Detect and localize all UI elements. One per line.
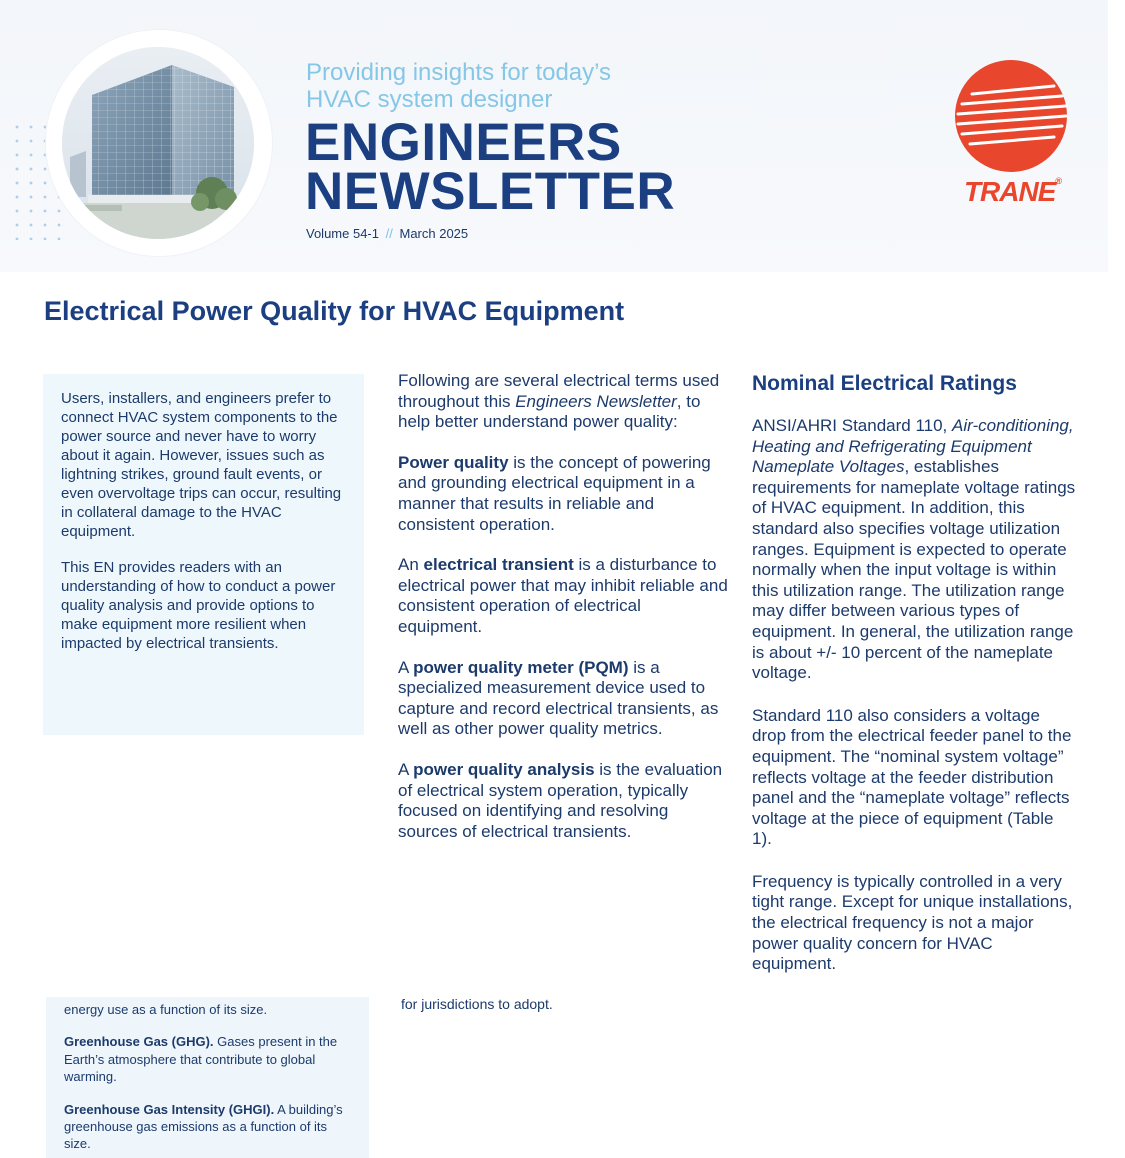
glossary-definition: Gases present in the Earth’s atmosphere that contribute to global warming.	[64, 1034, 338, 1085]
sidebar-paragraph-2: This EN provides readers with an understanding of how to conduct a power quality analysis and provide options to make equipment more resilient when impacted by electrical transients.	[61, 559, 336, 652]
tagline-line-2: HVAC system designer	[306, 86, 553, 113]
term-power-quality-meter	[398, 658, 728, 740]
term-electrical-transient	[398, 555, 728, 637]
glossary-continuation: energy use as a function of its size.	[64, 1002, 268, 1017]
registered-mark: ®	[1055, 176, 1063, 186]
masthead-line-2: NEWSLETTER	[305, 162, 676, 221]
terms-column	[398, 371, 728, 862]
term-definition: is a specialized measurement device used to capture and record electrical transients, as well as other power quality metrics.	[398, 657, 719, 739]
term-name: power quality meter (PQM)	[413, 657, 629, 677]
building-illustration	[62, 47, 254, 239]
paragraph-text-end: , establishes requirements for nameplate voltage ratings of HVAC equipment. In addition, this standard also specifies voltage utilization ranges. Equipment is expected to operate normally when the input voltage is within this utilization range. The utilization range may differ between various types of equipment. In general, the utilization range is about +/- 10 percent of the nameplate voltage.	[752, 457, 1076, 683]
logo-text: TRANE	[963, 176, 1056, 207]
issue-info	[306, 226, 468, 241]
newsletter-tagline	[306, 59, 611, 113]
building-photo	[62, 47, 254, 239]
term-article: A	[398, 759, 414, 779]
newsletter-masthead	[305, 113, 676, 221]
intro-sidebar	[43, 374, 364, 735]
glossary-entry-ghg	[64, 1033, 351, 1085]
term-name: Power quality	[398, 452, 509, 472]
text-fragment: for jurisdictions to adopt.	[401, 996, 553, 1012]
term-name: electrical transient	[423, 555, 574, 575]
ratings-column	[752, 371, 1077, 997]
terms-intro	[398, 371, 728, 433]
ratings-paragraph-3: Frequency is typically controlled in a very tight range. Except for unique installations, the electrical frequency is not a major power quality concern for HVAC equipment.	[752, 871, 1073, 974]
term-article: A	[398, 657, 414, 677]
trane-logo	[950, 58, 1076, 213]
intro-text-end: , to help better understand power quality:	[398, 391, 701, 432]
term-power-quality-analysis	[398, 760, 728, 842]
glossary-box	[46, 997, 369, 1158]
term-article: An	[398, 555, 424, 575]
intro-publication-name: Engineers Newsletter	[515, 391, 677, 411]
article-title: Electrical Power Quality for HVAC Equipment	[44, 296, 625, 326]
ratings-paragraph-1	[752, 416, 1077, 684]
glossary-entry-ghgi	[64, 1101, 351, 1153]
term-definition: is a disturbance to electrical power that may inhibit reliable and consistent operation of electrical equipment.	[398, 555, 728, 636]
glossary-term: Greenhouse Gas Intensity (GHGI).	[64, 1101, 275, 1117]
masthead-line-1: ENGINEERS	[305, 113, 622, 172]
issue-separator: //	[385, 226, 393, 241]
term-power-quality	[398, 453, 728, 535]
newsletter-header	[0, 0, 1108, 272]
tagline-line-1: Providing insights for today’s	[306, 59, 612, 86]
term-definition: is the evaluation of electrical system operation, typically focused on identifying and resolving sources of electrical transients.	[398, 759, 723, 841]
trane-wordmark	[950, 176, 1076, 208]
standard-title: Air-conditioning, Heating and Refrigerating Equipment Nameplate Voltages	[752, 416, 1074, 477]
paragraph-text: ANSI/AHRI Standard 110,	[752, 416, 953, 435]
issue-date: March 2025	[399, 226, 469, 241]
glossary-definition: A building’s greenhouse gas emissions as a function of its size.	[64, 1101, 343, 1152]
ratings-paragraph-2: Standard 110 also considers a voltage drop from the electrical feeder panel to the equipment. The “nominal system voltage” reflects voltage at the feeder distribution panel and the “nameplate voltage” reflects voltage at the piece of equipment (Table 1).	[752, 705, 1072, 849]
glossary-term: Greenhouse Gas (GHG).	[64, 1034, 214, 1050]
sidebar-paragraph-1: Users, installers, and engineers prefer to connect HVAC system components to the power source and never have to worry about it again. However, issues such as lightning strikes, ground fault events, or even overvoltage trips can occur, resulting in collateral damage to the HVAC equipment.	[61, 390, 342, 540]
intro-text: Following are several electrical terms used throughout this	[398, 371, 720, 411]
term-name: power quality analysis	[413, 759, 595, 779]
volume-number: Volume 54-1	[306, 226, 379, 241]
term-definition: is the concept of powering and grounding electrical equipment in a manner that results in reliable and consistent operation.	[398, 452, 711, 534]
trane-circle-icon	[950, 58, 1076, 176]
section-heading: Nominal Electrical Ratings	[752, 372, 1017, 395]
